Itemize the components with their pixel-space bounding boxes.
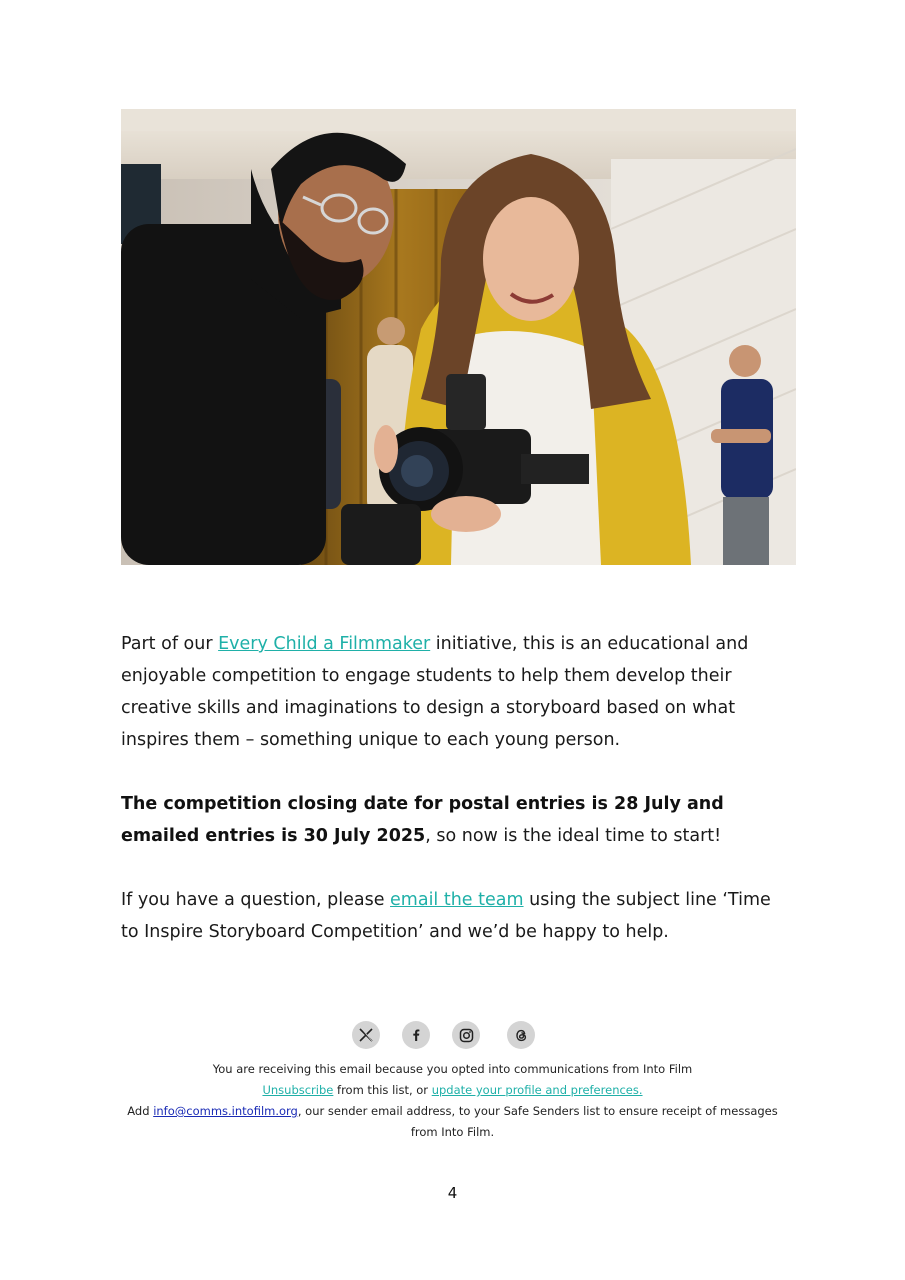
footer-add-text: Add	[127, 1104, 154, 1118]
closing-date-suffix: , so now is the ideal time to start!	[425, 826, 722, 846]
footer-unsubscribe-line	[121, 1080, 784, 1101]
facebook-icon[interactable]	[402, 1021, 430, 1049]
page-number: 4	[447, 1184, 458, 1202]
unsubscribe-link[interactable]: Unsubscribe	[262, 1083, 334, 1097]
closing-date-bold: The competition closing date for postal entries is 28 July and emailed entries is 30 July 2025	[121, 794, 724, 846]
intro-text-end: initiative, this is an educational and enjoyable competition to engage students to help them develop their creative skills and imaginations to design a storyboard based on what inspires them – something unique to each young person.	[121, 634, 749, 750]
footer-safe-senders-line	[121, 1101, 784, 1143]
footer-rest-text: , our sender email address, to your Safe Senders list to ensure receipt of messages from Into Film.	[297, 1104, 778, 1139]
footer-opt-in-line: You are receiving this email because you opted into communications from Into Film	[212, 1062, 693, 1076]
question-text-end: using the subject line ‘Time to Inspire Storyboard Competition’ and we’d be happy to help.	[121, 890, 771, 942]
question-paragraph	[121, 884, 786, 948]
update-preferences-link[interactable]: update your profile and preferences.	[431, 1083, 643, 1097]
footer-middle-text: from this list, or	[333, 1083, 432, 1097]
every-child-a-filmmaker-link[interactable]: Every Child a Filmmaker	[218, 634, 431, 654]
question-text-start: If you have a question, please	[121, 890, 391, 910]
email-the-team-link[interactable]: email the team	[390, 890, 524, 910]
closing-date-paragraph	[121, 788, 786, 852]
social-icons	[0, 1021, 905, 1049]
sender-email-link[interactable]: info@comms.intofilm.org	[153, 1104, 298, 1118]
instagram-icon[interactable]	[452, 1021, 480, 1049]
hero-photo	[121, 109, 796, 565]
intro-paragraph	[121, 628, 786, 756]
x-icon[interactable]	[352, 1021, 380, 1049]
email-footer	[121, 1059, 784, 1143]
intro-text-start: Part of our	[121, 634, 219, 654]
threads-icon[interactable]	[507, 1021, 535, 1049]
